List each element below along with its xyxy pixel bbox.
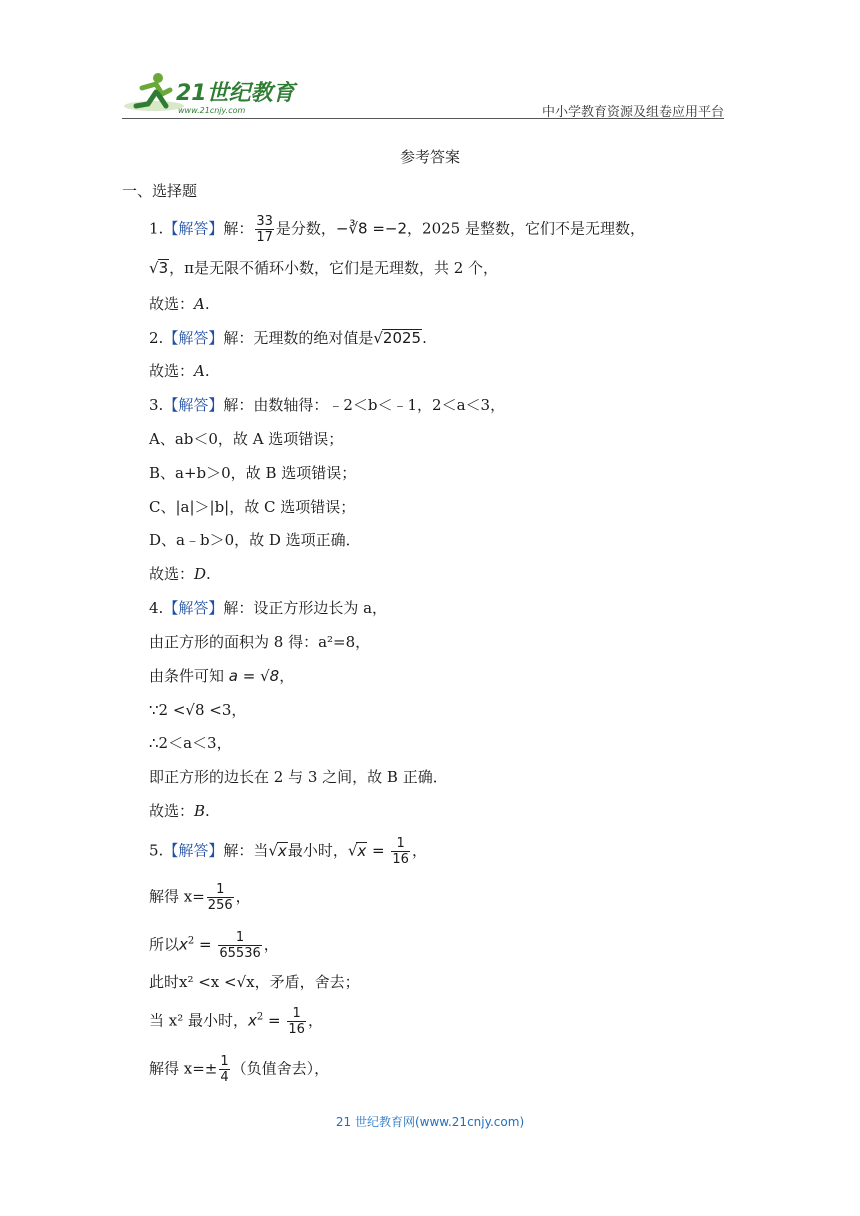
answer-5-line-3: 所以$x^2$ = $\frac{1}{65536}$ ， [149, 930, 279, 961]
answer-3-choice: 故选：D. [149, 565, 211, 583]
answer-5-line-2: 解得 x= $\frac{1}{256}$ ， [149, 882, 251, 913]
answer-3-option-d: D、a﹣b＞0，故 D 选项正确． [149, 531, 361, 549]
answer-4-line-2: 由正方形的面积为 8 得：a²=8， [149, 633, 371, 651]
section-heading: 一、选择题 [122, 182, 198, 200]
fraction: $\frac{33}{17}$ [256, 214, 273, 245]
answer-4-line-1: 4.【解答】解：设正方形边长为 a， [149, 599, 388, 617]
answer-4-choice: 故选：B. [149, 802, 210, 820]
answer-2-choice: 故选：A. [149, 362, 210, 380]
answer-4-line-6: 即正方形的边长在 2 与 3 之间，故 B 正确． [149, 768, 448, 786]
answer-tag: 【解答】 [163, 219, 224, 238]
answer-5-line-1: 5.【解答】解：当√x最小时，√x = $\frac{1}{16}$ ， [149, 836, 427, 867]
answer-4-line-5: ∴2＜a＜3， [149, 734, 232, 752]
answer-4-line-3: 由条件可知 a = √8， [149, 667, 295, 685]
answer-1-line-1: 1.【解答】解： $\frac{33}{17}$ 是分数，−∛8 =−2，2025 是整数，它们不是无理数， [149, 214, 645, 245]
answer-1-line-2: √3，π是无限不循环小数，它们是无理数，共 2 个， [149, 259, 499, 277]
answer-3-line-1: 3.【解答】解：由数轴得：﹣2＜b＜﹣1，2＜a＜3， [149, 396, 506, 414]
footer-link[interactable]: 21 世纪教育网(www.21cnjy.com) [335, 1115, 525, 1129]
site-tagline: 中小学教育资源及组卷应用平台 [541, 105, 724, 120]
page-title: 参考答案 [399, 148, 460, 166]
answer-3-option-b: B、a+b＞0，故 B 选项错误； [149, 464, 357, 482]
svg-text:www.21cnjy.com: www.21cnjy.com [178, 106, 246, 115]
answer-4-line-4: ∵2 <√8 <3， [149, 701, 247, 719]
header-divider [122, 118, 724, 119]
runner-logo-icon [122, 70, 302, 118]
answer-3-option-a: A、ab＜0，故 A 选项错误； [149, 430, 344, 448]
answer-5-line-6: 解得 x=± $\frac{1}{4}$ （负值舍去）， [149, 1054, 330, 1085]
answer-5-line-5: 当 x² 最小时，$x^2$ = $\frac{1}{16}$ ， [149, 1006, 323, 1037]
svg-text:21世纪教育: 21世纪教育 [176, 81, 295, 106]
answer-1-choice: 故选：A. [149, 295, 210, 313]
site-logo [122, 70, 302, 118]
answer-2-line-1: 2.【解答】解：无理数的绝对值是√2025. [149, 329, 427, 347]
answer-5-line-4: 此时x² <x <√x，矛盾，舍去； [149, 973, 360, 991]
answer-3-option-c: C、|a|＞|b|，故 C 选项错误； [149, 498, 356, 516]
